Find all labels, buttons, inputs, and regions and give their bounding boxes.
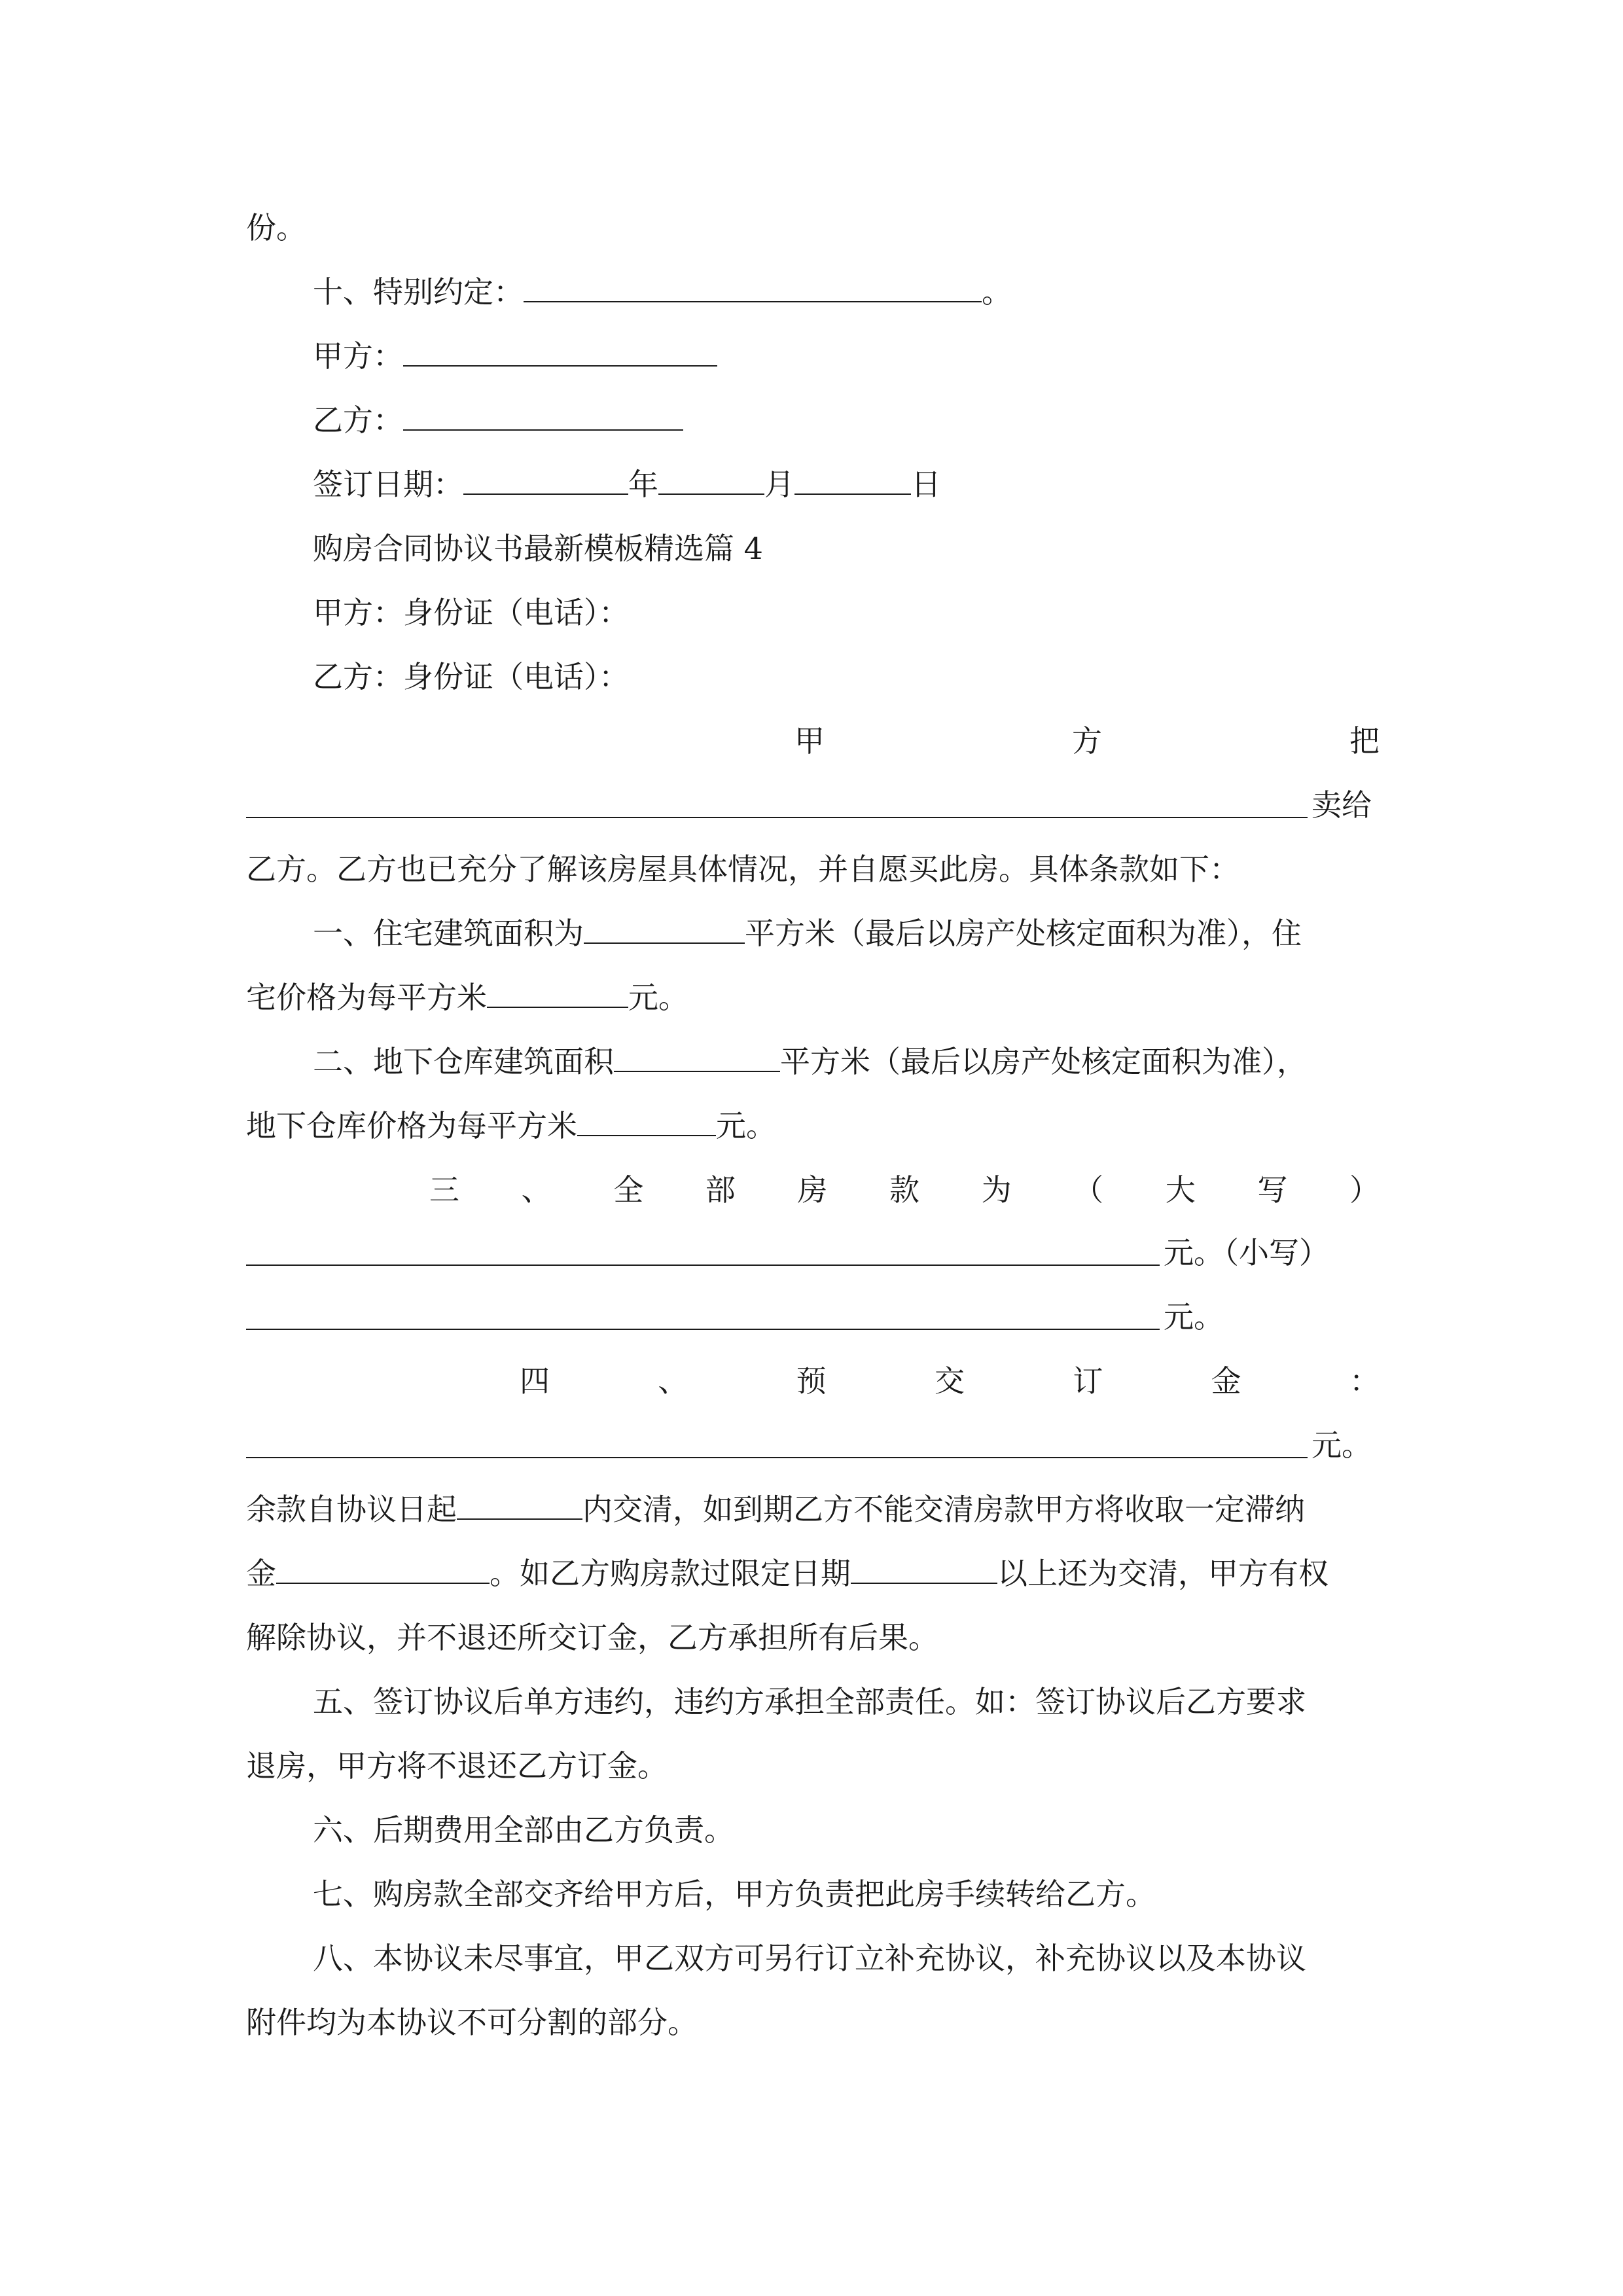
line-clause-2-price bbox=[246, 1106, 776, 1145]
text: 月 bbox=[764, 467, 794, 502]
line-clause-7 bbox=[313, 1874, 1156, 1914]
payment-period-blank[interactable] bbox=[457, 1492, 582, 1520]
text: 甲方： bbox=[313, 338, 403, 374]
line-clause-4-yuan bbox=[1311, 1426, 1372, 1465]
text: 份。 bbox=[246, 210, 306, 245]
line-balance bbox=[246, 1490, 1305, 1529]
text: 。 bbox=[982, 274, 1012, 310]
line-fen bbox=[246, 208, 306, 247]
char: 交 bbox=[934, 1363, 965, 1399]
line-clause-5 bbox=[313, 1682, 1306, 1721]
line-terminate bbox=[246, 1618, 938, 1657]
text: 十、特别约定： bbox=[313, 274, 524, 310]
residence-area-blank[interactable] bbox=[584, 916, 745, 944]
char: 全 bbox=[613, 1172, 644, 1208]
text: 八、本协议未尽事宜，甲乙双方可另行订立补充协议，补充协议以及本协议 bbox=[313, 1941, 1306, 1976]
property-blank[interactable] bbox=[246, 817, 1308, 818]
text: 内交清，如到期乙方不能交清房款甲方将收取一定滞纳 bbox=[582, 1492, 1305, 1527]
year-blank[interactable] bbox=[463, 467, 628, 495]
late-fee-blank[interactable] bbox=[276, 1556, 490, 1584]
char: 房 bbox=[797, 1172, 828, 1208]
basement-area-blank[interactable] bbox=[614, 1045, 780, 1072]
text: 退房，甲方将不退还乙方订金。 bbox=[246, 1748, 668, 1784]
text: 五、签订协议后单方违约，违约方承担全部责任。如：签订协议后乙方要求 bbox=[313, 1684, 1306, 1719]
text: 元。 bbox=[1164, 1299, 1224, 1335]
basement-price-blank[interactable] bbox=[577, 1109, 716, 1136]
text: 元。 bbox=[716, 1108, 776, 1143]
char: 三 bbox=[429, 1172, 459, 1208]
char: 四 bbox=[520, 1363, 550, 1399]
char: 甲 bbox=[794, 723, 825, 759]
text: 乙方：身份证（电话）： bbox=[313, 659, 629, 694]
special-agreement-blank[interactable] bbox=[524, 275, 982, 302]
line-clause-5-cont bbox=[246, 1746, 668, 1785]
char: 部 bbox=[705, 1172, 736, 1208]
line-party-a-id bbox=[313, 593, 629, 632]
text: 日 bbox=[911, 467, 941, 502]
day-blank[interactable] bbox=[794, 467, 911, 495]
line-clause-1 bbox=[313, 914, 1302, 953]
text: 卖给 bbox=[1311, 787, 1372, 823]
party-a-blank[interactable] bbox=[403, 339, 717, 367]
line-party-a bbox=[313, 336, 717, 376]
text: 元。 bbox=[1311, 1427, 1372, 1463]
text: 以上还为交清，甲方有权 bbox=[997, 1556, 1329, 1591]
deadline-blank[interactable] bbox=[851, 1556, 997, 1584]
text: 元。（小写） bbox=[1164, 1235, 1329, 1270]
line-party-b bbox=[313, 401, 683, 440]
char: 、 bbox=[521, 1172, 552, 1208]
text: 七、购房款全部交齐给甲方后，甲方负责把此房手续转给乙方。 bbox=[313, 1876, 1156, 1912]
text: 乙方。乙方也已充分了解该房屋具体情况，并自愿买此房。具体条款如下： bbox=[246, 852, 1240, 887]
line-sell-to bbox=[1311, 785, 1372, 825]
line-special-agreement bbox=[313, 272, 1012, 312]
residence-price-blank[interactable] bbox=[487, 980, 628, 1008]
char: 写 bbox=[1257, 1172, 1288, 1208]
line-party-b-id bbox=[313, 657, 629, 696]
line-clause-8 bbox=[313, 1939, 1306, 1978]
line-clause-3-upper bbox=[1164, 1233, 1329, 1272]
text: 平方米（最后以房产处核定面积为准），住 bbox=[745, 916, 1302, 951]
char: 预 bbox=[796, 1363, 827, 1399]
text: 年 bbox=[628, 467, 658, 502]
total-price-lowercase-blank[interactable] bbox=[246, 1329, 1160, 1330]
text: 金 bbox=[246, 1556, 276, 1591]
text: 签订日期： bbox=[313, 467, 463, 502]
line-clause-1-price bbox=[246, 978, 688, 1017]
text: 附件均为本协议不可分割的部分。 bbox=[246, 2005, 698, 2040]
char: 把 bbox=[1349, 723, 1380, 759]
line-clause-8-cont bbox=[246, 2003, 698, 2042]
text: 解除协议，并不退还所交订金，乙方承担所有后果。 bbox=[246, 1620, 938, 1655]
text: 乙方： bbox=[313, 403, 403, 438]
text: 余款自协议日起 bbox=[246, 1492, 457, 1527]
text: 。如乙方购房款过限定日期 bbox=[490, 1556, 851, 1591]
line-late-fee bbox=[246, 1554, 1329, 1593]
char: 大 bbox=[1165, 1172, 1196, 1208]
char: 方 bbox=[1072, 723, 1102, 759]
char: ） bbox=[1349, 1172, 1380, 1208]
char: 、 bbox=[658, 1363, 688, 1399]
line-party-b-understands bbox=[246, 850, 1240, 889]
line-clause-3 bbox=[429, 1170, 1380, 1210]
month-blank[interactable] bbox=[658, 467, 764, 495]
line-clause-6 bbox=[313, 1810, 734, 1850]
text: 元。 bbox=[628, 980, 688, 1015]
char: ： bbox=[1349, 1363, 1380, 1399]
char: 为 bbox=[981, 1172, 1012, 1208]
line-party-a-sells bbox=[794, 721, 1380, 761]
party-b-blank[interactable] bbox=[403, 403, 683, 431]
total-price-uppercase-blank[interactable] bbox=[246, 1265, 1160, 1266]
text: 甲方：身份证（电话）： bbox=[313, 595, 629, 630]
deposit-blank[interactable] bbox=[246, 1457, 1308, 1458]
char: 金 bbox=[1211, 1363, 1241, 1399]
text: 地下仓库价格为每平方米 bbox=[246, 1108, 577, 1143]
text: 一、住宅建筑面积为 bbox=[313, 916, 584, 951]
text: 六、后期费用全部由乙方负责。 bbox=[313, 1812, 734, 1848]
section-title bbox=[313, 529, 763, 568]
line-clause-3-lower bbox=[1164, 1297, 1224, 1336]
text: 二、地下仓库建筑面积 bbox=[313, 1044, 614, 1079]
line-clause-4 bbox=[520, 1361, 1380, 1401]
line-sign-date bbox=[313, 465, 941, 504]
char: 款 bbox=[889, 1172, 919, 1208]
char: 订 bbox=[1073, 1363, 1103, 1399]
text: 平方米（最后以房产处核定面积为准）， bbox=[780, 1044, 1307, 1079]
char: （ bbox=[1073, 1172, 1104, 1208]
text: 宅价格为每平方米 bbox=[246, 980, 487, 1015]
text: 购房合同协议书最新模板精选篇 4 bbox=[313, 531, 763, 566]
line-clause-2 bbox=[313, 1042, 1307, 1081]
